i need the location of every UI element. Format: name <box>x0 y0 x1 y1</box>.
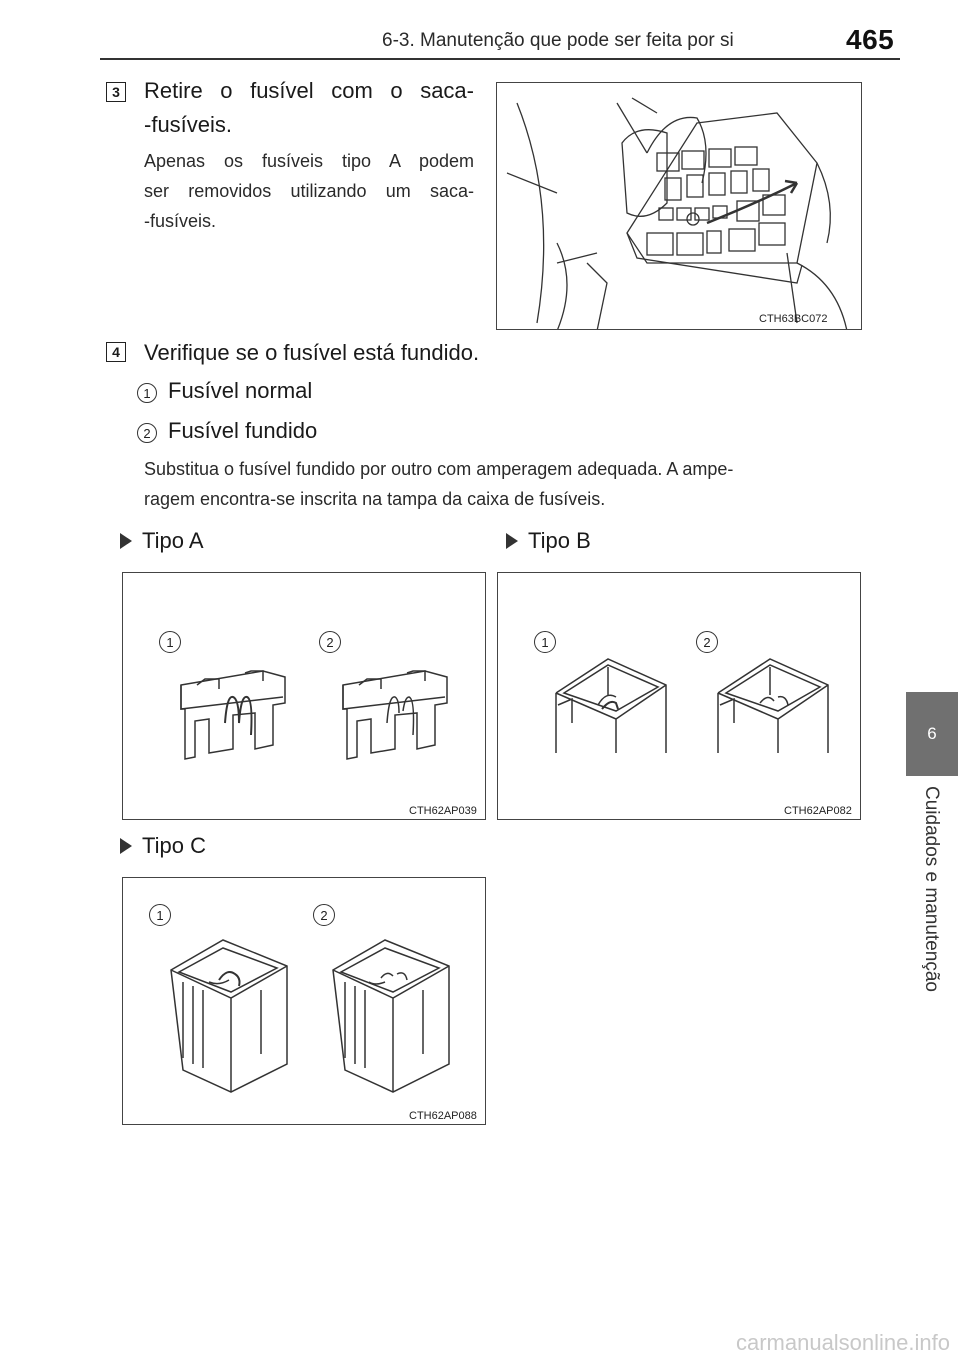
type-a-fuse-drawing <box>123 573 486 820</box>
step-3-note-line3: -fusíveis. <box>144 211 217 231</box>
type-b-fuse-illustration <box>497 572 861 820</box>
chapter-tab[interactable]: 6 <box>906 692 958 776</box>
step-4-badge: 4 <box>106 342 126 362</box>
callout-2: 2 <box>696 631 718 653</box>
figure-code-type-b: CTH62AP082 <box>784 805 852 817</box>
watermark: carmanualsonline.info <box>735 1330 950 1355</box>
page-number: 465 <box>846 24 895 55</box>
callout-2: 2 <box>313 904 335 926</box>
fuse-box-illustration <box>496 82 862 330</box>
fuse-box-drawing <box>497 83 862 330</box>
callout-2: 2 <box>319 631 341 653</box>
figure-code-type-a: CTH62AP039 <box>409 805 477 817</box>
figure-code-type-c: CTH62AP088 <box>409 1110 477 1122</box>
callout-1: 1 <box>149 904 171 926</box>
callout-1: 1 <box>137 383 157 403</box>
step-3-note-line1: Apenas os fusíveis tipo A podem <box>144 151 474 171</box>
step-4-title: Verifique se o fusível está fundido. <box>144 340 480 365</box>
item-blown-fuse: Fusível fundido <box>168 418 318 443</box>
header-divider <box>100 58 900 60</box>
callout-1: 1 <box>534 631 556 653</box>
triangle-bullet-icon <box>120 533 132 549</box>
type-b-label: Tipo B <box>528 528 591 553</box>
step-3-note-line2: ser removidos utilizando um saca- <box>144 181 474 201</box>
step-3-title-line2: -fusíveis. <box>144 112 233 137</box>
step-3-badge: 3 <box>106 82 126 102</box>
callout-2: 2 <box>137 423 157 443</box>
type-c-label: Tipo C <box>142 833 206 858</box>
section-title: 6-3. Manutenção que pode ser feita por si <box>382 30 734 51</box>
step-4-note-line2: ragem encontra-se inscrita na tampa da caixa de fusíveis. <box>144 489 606 509</box>
step-3-title-line1: Retire o fusível com o saca- <box>144 78 474 103</box>
triangle-bullet-icon <box>120 838 132 854</box>
figure-code-step3: CTH63BC072 <box>759 313 828 325</box>
chapter-title-vertical <box>906 786 958 1016</box>
type-b-fuse-drawing <box>498 573 861 820</box>
chapter-title: Cuidados e manutenção <box>921 786 942 992</box>
type-a-label: Tipo A <box>142 528 204 553</box>
type-a-fuse-illustration <box>122 572 486 820</box>
triangle-bullet-icon <box>506 533 518 549</box>
type-c-fuse-illustration <box>122 877 486 1125</box>
callout-1: 1 <box>159 631 181 653</box>
type-c-fuse-drawing <box>123 878 486 1125</box>
step-4-note-line1: Substitua o fusível fundido por outro com amperagem adequada. A ampe- <box>144 459 734 479</box>
item-normal-fuse: Fusível normal <box>168 378 313 403</box>
